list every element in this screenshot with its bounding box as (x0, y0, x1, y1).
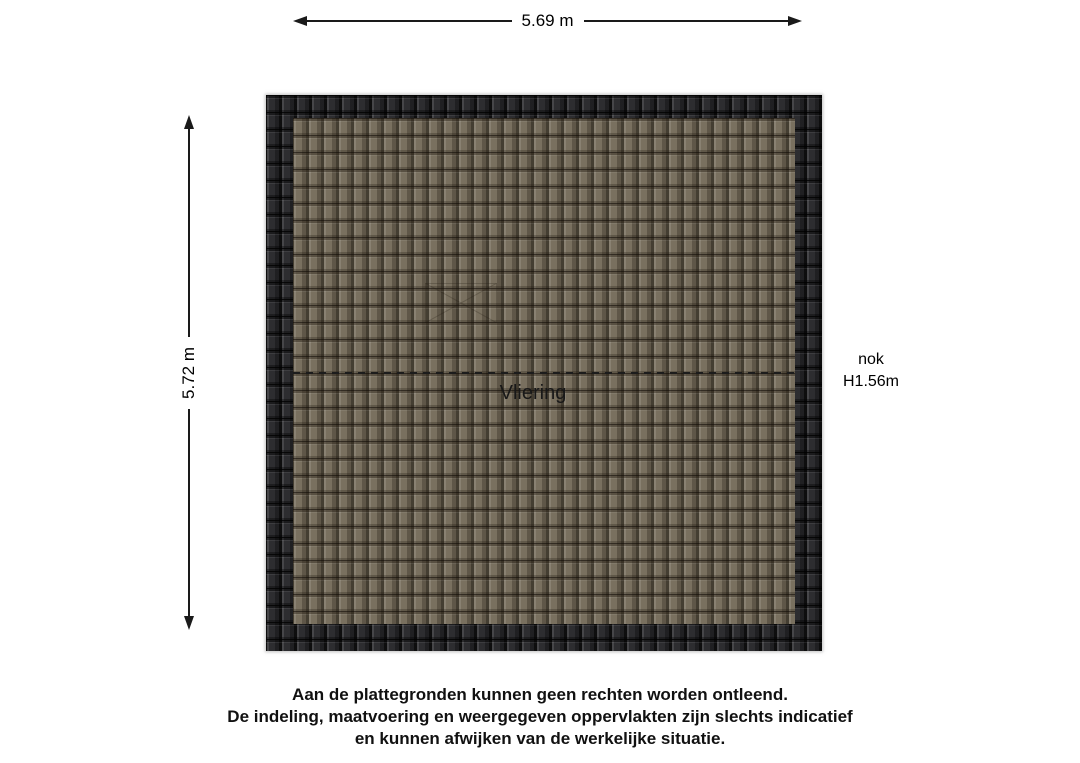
disclaimer-line2: De indeling, maatvoering en weergegeven oppervlakten zijn slechts indicatief (227, 707, 853, 726)
disclaimer-text (0, 684, 1080, 750)
dimension-line (188, 129, 190, 337)
watermark-placeholder-icon (425, 283, 497, 323)
dimension-line (188, 409, 190, 617)
attic-floor-area (293, 118, 795, 624)
disclaimer-line3: en kunnen afwijken van de werkelijke situatie. (354, 729, 726, 748)
room-label: Vliering (499, 382, 567, 404)
arrow-left-icon (293, 16, 307, 26)
arrow-up-icon (184, 115, 194, 129)
ridge-annotation-line2: H1.56m (842, 373, 900, 390)
ridge-height-annotation (836, 349, 906, 393)
arrow-right-icon (788, 16, 802, 26)
width-dimension-label: 5.69 m (521, 11, 574, 30)
ridge-dashed-line-icon (293, 372, 795, 374)
height-dimension (180, 115, 198, 630)
ridge-annotation-line1: nok (858, 351, 884, 368)
dimension-line (307, 20, 512, 22)
roof-plan (266, 95, 822, 651)
dimension-line (584, 20, 789, 22)
width-dimension (293, 12, 802, 30)
arrow-down-icon (184, 616, 194, 630)
disclaimer-line1: Aan de plattegronden kunnen geen rechten worden ontleend. (292, 685, 788, 704)
height-dimension-label: 5.72 m (179, 346, 198, 399)
